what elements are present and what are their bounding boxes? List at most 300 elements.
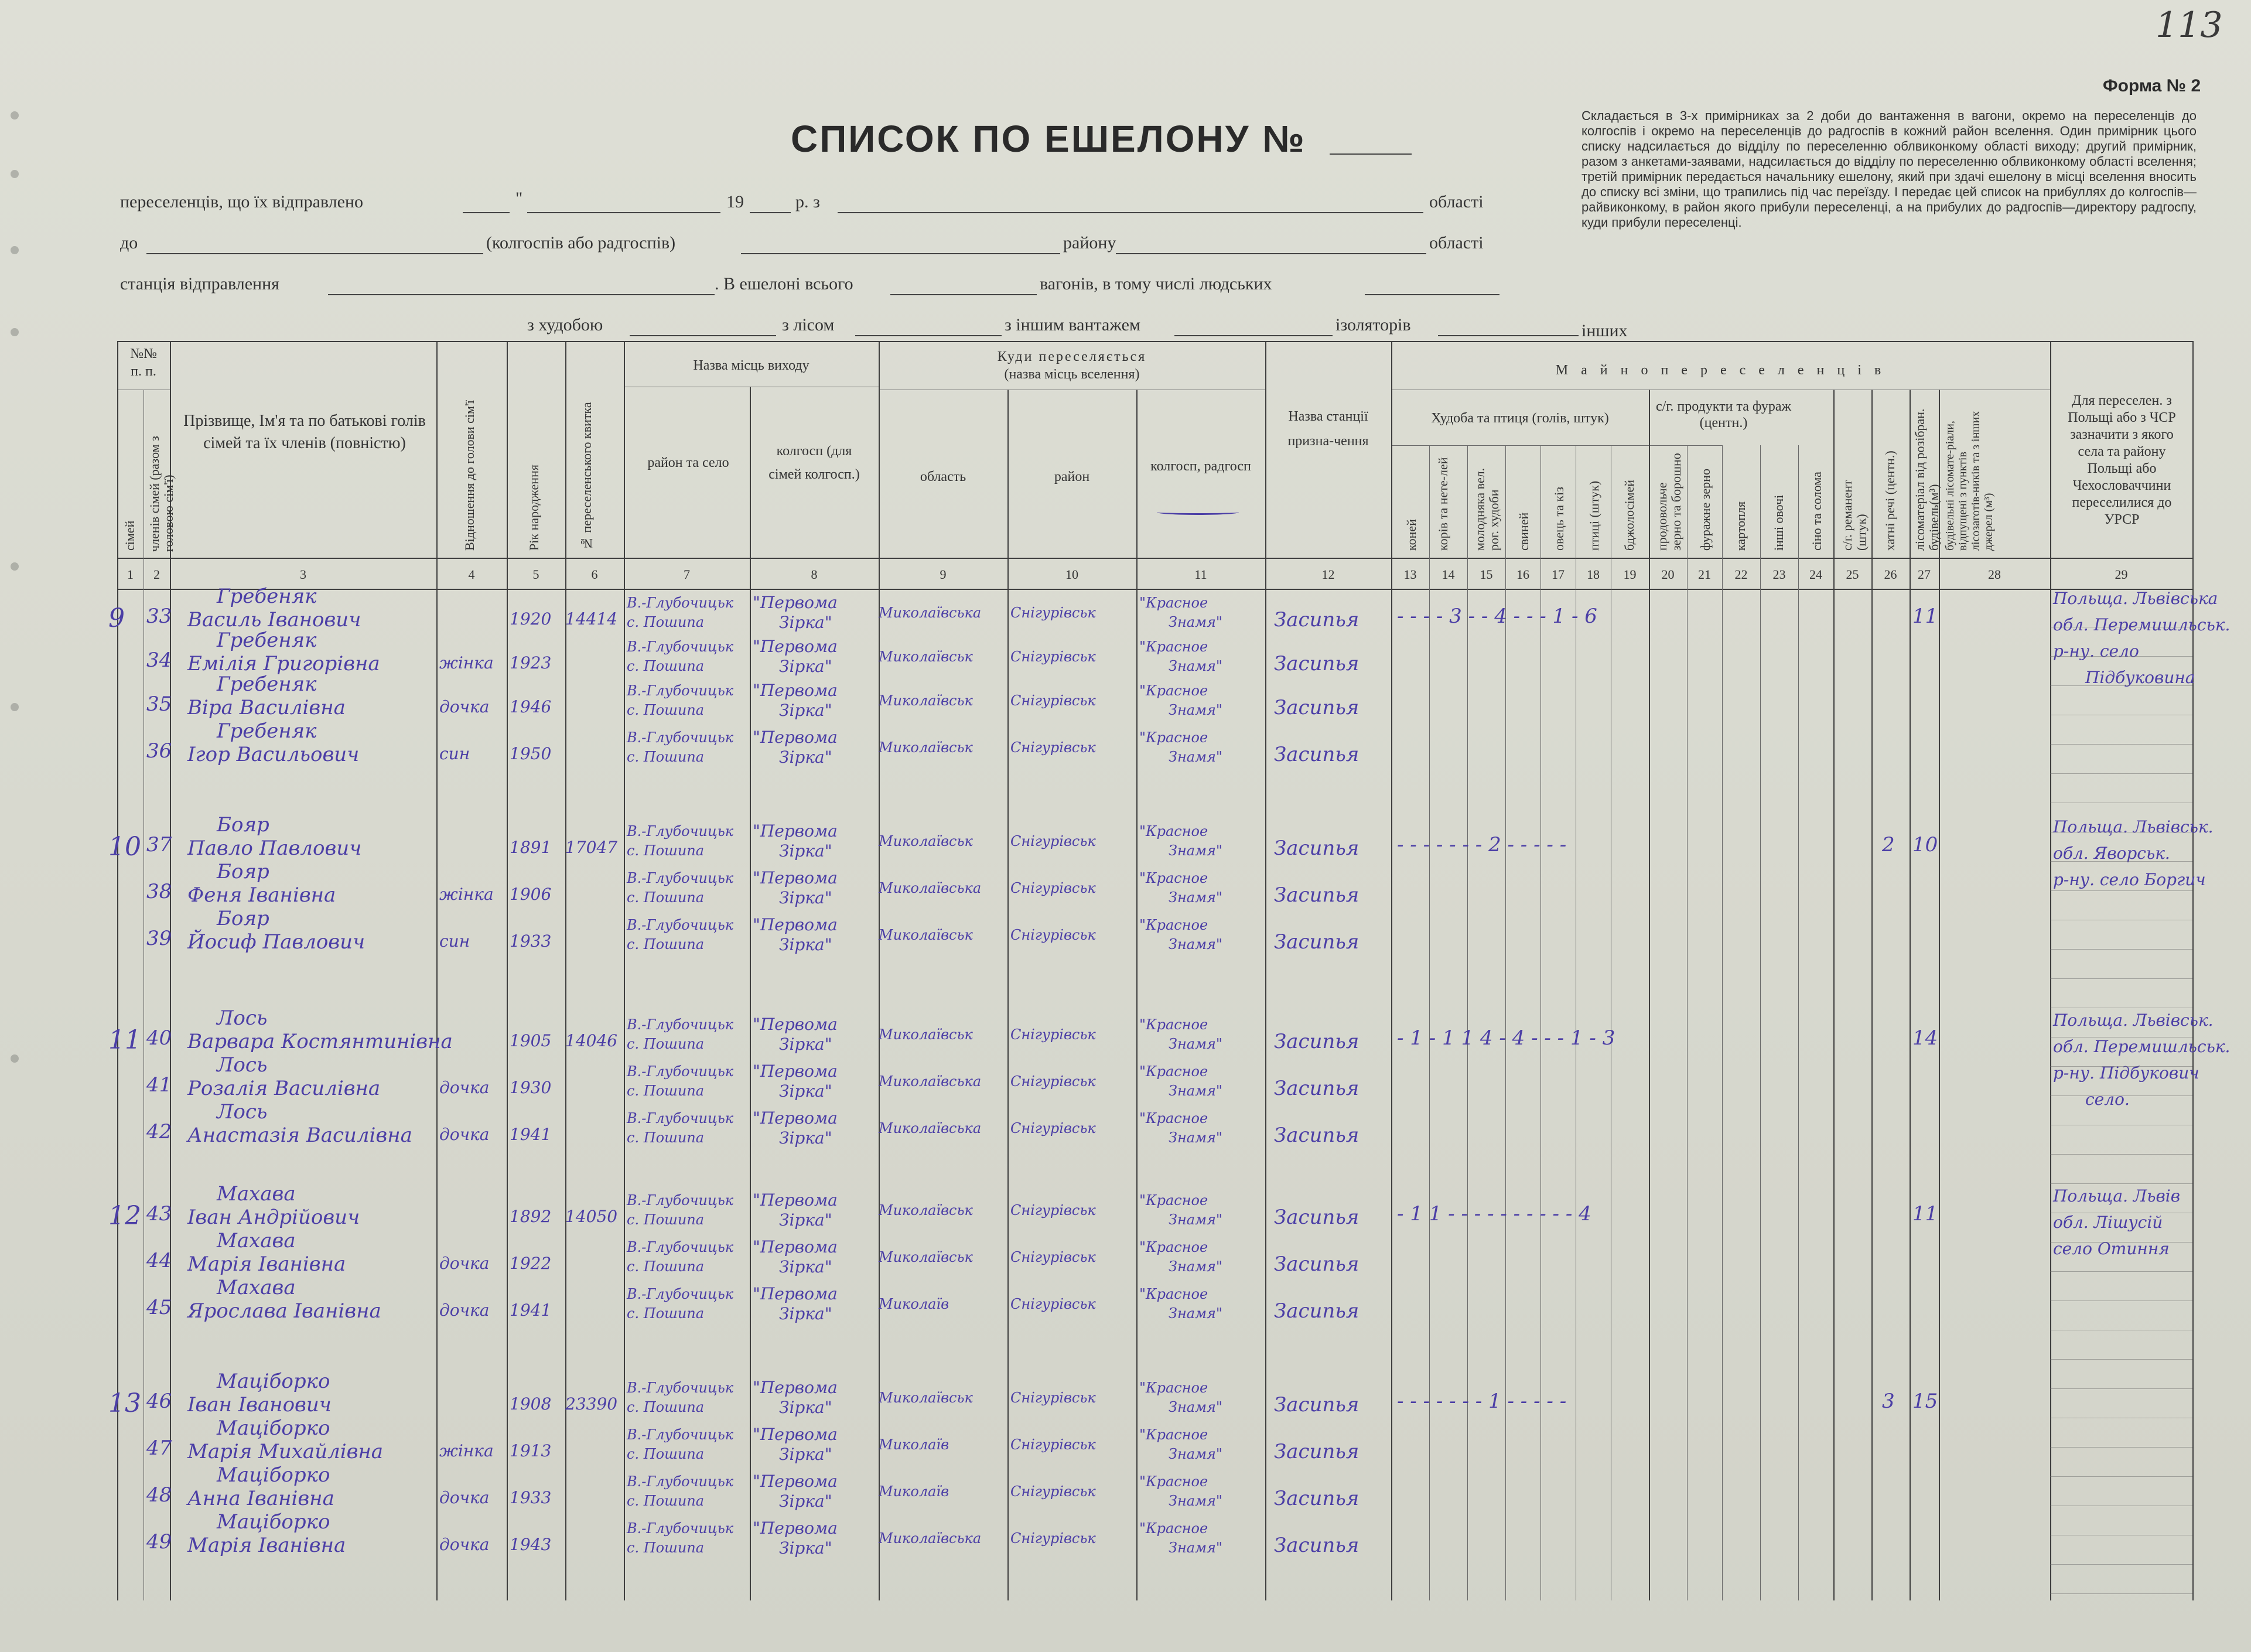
- column-number: 22: [1734, 567, 1748, 582]
- fill-line: [838, 212, 1423, 213]
- column-number: 19: [1623, 567, 1637, 582]
- surname: Махава: [217, 1229, 296, 1252]
- dest-rayon: Снігурівськ: [1010, 1296, 1096, 1312]
- dest-oblast: Миколаївськ: [879, 648, 973, 665]
- origin-kolgosp: "Первома: [753, 593, 838, 612]
- birth-year: 1941: [510, 1125, 552, 1144]
- member-number: 46: [146, 1390, 172, 1413]
- page-number: 113: [2156, 5, 2223, 46]
- origin-district: В.-Глубочицьк: [627, 917, 734, 933]
- dest-rayon: Снігурівськ: [1010, 605, 1096, 621]
- dest-kolgosp: "Красное: [1139, 1063, 1208, 1080]
- hdr-c22: картопля: [1733, 501, 1748, 551]
- hdr-c15: молодняка вел. рог. худоби: [1473, 467, 1501, 551]
- given-names: Марія Іванівна: [187, 1534, 346, 1557]
- dest-station: Засипья: [1274, 1206, 1360, 1229]
- header-bottom-border: [117, 589, 2192, 590]
- hdr-c13: коней: [1404, 519, 1419, 551]
- fill-line: [1174, 335, 1333, 336]
- rayon-label: району: [1063, 233, 1116, 252]
- origin-kolgosp-2: Зірка": [779, 1491, 832, 1511]
- member-number: 42: [146, 1120, 172, 1144]
- isolators-label: ізоляторів: [1335, 315, 1411, 335]
- dest-station: Засипья: [1274, 883, 1360, 907]
- guide-line: [2050, 978, 2192, 979]
- dest-oblast: Миколаївськ: [879, 927, 973, 943]
- dest-kolgosp-2: Знамя": [1169, 702, 1222, 718]
- dest-oblast: Миколаївськ: [879, 739, 973, 756]
- guide-line: [2050, 1564, 2192, 1565]
- dest-kolgosp-2: Знамя": [1169, 1493, 1222, 1509]
- dest-kolgosp-2: Знамя": [1169, 1211, 1222, 1228]
- surname: Бояр: [217, 907, 269, 930]
- birth-year: 1946: [510, 697, 552, 716]
- origin-kolgosp: "Первома: [753, 868, 838, 888]
- relation: жінка: [439, 653, 494, 673]
- kolgosp-label: (колгоспів або радгоспів): [486, 233, 676, 252]
- echelon-label: . В ешелоні всього: [715, 274, 853, 293]
- hdr-c28: будівельні лісомате-ріали, відпущені з пунктів лісозаготів-ників та з інших джерел (м³): [1943, 411, 1995, 551]
- fill-line: [630, 335, 776, 336]
- origin-district: В.-Глубочицьк: [627, 1239, 734, 1255]
- given-names: Іван Андрійович: [187, 1206, 360, 1229]
- dest-kolgosp-2: Знамя": [1169, 842, 1222, 859]
- guide-line: [2050, 1154, 2192, 1155]
- guide-line: [2050, 1593, 2192, 1594]
- ticket-number: 17047: [565, 838, 618, 857]
- to-label: до: [120, 233, 138, 252]
- dest-kolgosp: "Красное: [1139, 823, 1208, 839]
- hdr-c16: свиней: [1516, 512, 1531, 551]
- origin-district: В.-Глубочицьк: [627, 1016, 734, 1033]
- hdr-kolgosp-radgosp: колгосп, радгосп: [1150, 459, 1251, 474]
- dest-oblast: Миколаївськ: [879, 692, 973, 709]
- station-label: станція відправлення: [120, 274, 279, 293]
- origin-district: В.-Глубочицьк: [627, 870, 734, 886]
- hdr-pib: Прізвище, Ім'я та по батькові голів сімей та їх членів (повністю): [183, 412, 426, 452]
- poland-origin-3: р-ну. село: [2053, 641, 2139, 661]
- origin-district: В.-Глубочицьк: [627, 1380, 734, 1396]
- guide-line: [2050, 949, 2192, 950]
- family-number: 11: [108, 1025, 141, 1055]
- birth-year: 1943: [510, 1535, 552, 1554]
- member-number: 49: [146, 1530, 172, 1554]
- origin-village: с. Пошипа: [627, 1446, 705, 1462]
- poland-origin-3: р-ну. Підбукович: [2053, 1063, 2199, 1083]
- fill-line: [855, 335, 1002, 336]
- origin-kolgosp: "Первома: [753, 1190, 838, 1210]
- others-label: інших: [1581, 321, 1628, 340]
- dest-station: Засипья: [1274, 1299, 1360, 1323]
- hdr-c18: птиці (штук): [1587, 480, 1601, 551]
- surname: Махава: [217, 1182, 296, 1206]
- family-number: 10: [108, 832, 141, 862]
- given-names: Йосиф Павлович: [187, 930, 366, 954]
- col-border: [1265, 341, 1266, 1600]
- origin-kolgosp-2: Зірка": [779, 1538, 832, 1558]
- dest-kolgosp: "Красное: [1139, 1426, 1208, 1443]
- guide-line: [2050, 656, 2192, 657]
- hdr-c27: лісоматеріал від розібран. будівель(м³): [1912, 408, 1941, 551]
- timber-volume: 15: [1912, 1390, 1938, 1413]
- property-values: - - - - - - - 1 - - - - -: [1397, 1390, 1567, 1413]
- household-goods: 2: [1882, 833, 1895, 856]
- dest-rayon: Снігурівськ: [1010, 739, 1096, 756]
- dest-kolgosp-2: Знамя": [1169, 1399, 1222, 1415]
- ticket-number: 14414: [565, 609, 618, 629]
- dest-rayon: Снігурівськ: [1010, 1026, 1096, 1043]
- dest-station: Засипья: [1274, 930, 1360, 954]
- dest-station: Засипья: [1274, 652, 1360, 675]
- dest-kolgosp: "Красное: [1139, 870, 1208, 886]
- fill-line: [1438, 335, 1579, 336]
- column-number: 27: [1918, 567, 1931, 582]
- origin-kolgosp-2: Зірка": [779, 1210, 832, 1230]
- column-number: 23: [1772, 567, 1786, 582]
- origin-village: с. Пошипа: [627, 936, 705, 953]
- fill-line: [1116, 253, 1426, 254]
- dest-oblast: Миколаївська: [879, 605, 982, 621]
- relation: дочка: [439, 1254, 490, 1273]
- dest-station: Засипья: [1274, 608, 1360, 632]
- timber-volume: 11: [1912, 1202, 1938, 1226]
- ticket-number: 23390: [565, 1394, 618, 1414]
- origin-village: с. Пошипа: [627, 658, 705, 674]
- surname: Гребеняк: [217, 673, 317, 696]
- given-names: Анастазія Василівна: [187, 1124, 412, 1147]
- relation: син: [439, 744, 470, 763]
- origin-kolgosp-2: Зірка": [779, 1257, 832, 1276]
- hdr-rik: Рік народження: [527, 465, 541, 551]
- guide-line: [2050, 773, 2192, 774]
- birth-year: 1905: [510, 1031, 552, 1050]
- dest-station: Засипья: [1274, 696, 1360, 719]
- ticket-number: 14050: [565, 1207, 618, 1226]
- dest-kolgosp-2: Знамя": [1169, 1129, 1222, 1146]
- hdr-c26: хатні речі (центн.): [1883, 450, 1897, 551]
- dest-rayon: Снігурівськ: [1010, 1390, 1096, 1406]
- dest-rayon: Снігурівськ: [1010, 880, 1096, 896]
- guide-line: [2050, 1183, 2192, 1184]
- surname: Маціборко: [217, 1463, 330, 1487]
- origin-kolgosp: "Первома: [753, 1108, 838, 1128]
- origin-village: с. Пошипа: [627, 749, 705, 765]
- poland-origin-1: Польща. Львівськ.: [2053, 1011, 2214, 1030]
- column-number: 15: [1480, 567, 1493, 582]
- col-border: [1722, 445, 1723, 1600]
- dest-oblast: Миколаївська: [879, 1530, 982, 1547]
- origin-village: с. Пошипа: [627, 889, 705, 906]
- member-number: 48: [146, 1483, 172, 1507]
- col-border: [624, 341, 625, 1600]
- dest-kolgosp-2: Знамя": [1169, 889, 1222, 906]
- fill-line: [328, 294, 715, 295]
- origin-kolgosp: "Первома: [753, 1237, 838, 1257]
- dest-rayon: Снігурівськ: [1010, 1073, 1096, 1090]
- origin-village: с. Пошипа: [627, 1540, 705, 1556]
- dest-oblast: Миколаївськ: [879, 1026, 973, 1043]
- page-title: СПИСОК ПО ЕШЕЛОНУ №: [791, 118, 1306, 160]
- column-number: 11: [1194, 567, 1207, 582]
- dest-kolgosp-2: Знамя": [1169, 1083, 1222, 1099]
- dest-oblast: Миколаївськ: [879, 1202, 973, 1218]
- origin-kolgosp: "Первома: [753, 821, 838, 841]
- member-number: 34: [146, 648, 172, 672]
- dest-kolgosp: "Красное: [1139, 639, 1208, 655]
- member-number: 41: [146, 1073, 172, 1097]
- birth-year: 1913: [510, 1441, 552, 1460]
- origin-kolgosp: "Первома: [753, 637, 838, 656]
- year-prefix: 19: [726, 192, 744, 211]
- dest-oblast: Миколаїв: [879, 1436, 949, 1453]
- guide-line: [2050, 1388, 2192, 1389]
- poland-origin-1: Польща. Львівська: [2053, 589, 2218, 608]
- poland-origin-4: Підбуковина: [2085, 668, 2195, 687]
- given-names: Розалія Василівна: [187, 1077, 381, 1100]
- guide-line: [2050, 1242, 2192, 1243]
- relation: син: [439, 931, 470, 951]
- column-number: 9: [940, 567, 947, 582]
- surname: Маціборко: [217, 1370, 330, 1393]
- birth-year: 1930: [510, 1078, 552, 1097]
- origin-village: с. Пошипа: [627, 1399, 705, 1415]
- birth-year: 1908: [510, 1394, 552, 1414]
- column-number: 14: [1442, 567, 1455, 582]
- hdr-c29: Для переселен. з Польщі або з ЧСР зазначити з якого села та району Польщі або Чехословаччини переселилися до УРСР: [2068, 393, 2176, 527]
- member-number: 39: [146, 927, 172, 950]
- dest-kolgosp-2: Знамя": [1169, 658, 1222, 674]
- hdr-c17: овець та кіз: [1552, 487, 1566, 551]
- fill-line: [463, 212, 510, 213]
- member-number: 38: [146, 880, 172, 903]
- fill-line: [146, 253, 483, 254]
- surname: Гребеняк: [217, 629, 317, 652]
- dest-kolgosp: "Красное: [1139, 1192, 1208, 1209]
- hdr-kolgosp-vykh: колгосп (для сімей колгосп.): [768, 443, 860, 482]
- surname: Бояр: [217, 813, 269, 837]
- column-number: 20: [1661, 567, 1675, 582]
- dest-station: Засипья: [1274, 743, 1360, 766]
- origin-village: с. Пошипа: [627, 1305, 705, 1322]
- dest-kolgosp-2: Знамя": [1169, 1036, 1222, 1052]
- relation: жінка: [439, 1441, 494, 1460]
- surname: Лось: [217, 1006, 268, 1030]
- column-number: 13: [1403, 567, 1417, 582]
- timber-volume: 10: [1912, 833, 1938, 856]
- guide-line: [2050, 1066, 2192, 1067]
- year-suffix: р. з: [795, 192, 820, 211]
- birth-year: 1892: [510, 1207, 552, 1226]
- origin-district: В.-Глубочицьк: [627, 682, 734, 699]
- punch-hole: [11, 1054, 19, 1063]
- dest-station: Засипья: [1274, 1124, 1360, 1147]
- hdr-oblast: область: [920, 469, 966, 484]
- col-border: [879, 341, 880, 1600]
- form-label: Форма № 2: [2103, 76, 2201, 95]
- origin-district: В.-Глубочицьк: [627, 1192, 734, 1209]
- origin-district: В.-Глубочицьк: [627, 1286, 734, 1302]
- hdr-chleniv: членів сімей (разом з головою сім'ї): [147, 436, 176, 552]
- column-number: 1: [127, 567, 134, 582]
- property-values: - - - - 3 - - 4 - - - 1 - 6: [1397, 605, 1597, 628]
- given-names: Марія Іванівна: [187, 1252, 346, 1276]
- instructions-text: Складається в 3-х примірниках за 2 доби до вантаження в вагони, окремо на переселенців до колгоспів і окремо на переселенців до радгоспів в кожний район вселення. Один примірник цього списку надсилається до відділу по переселенню облвиконкому області виходу; другий примірник, разом з анкетами-заявами, надсилається до відділу по переселенню облвиконкому області вселення; третій примірник передається начальнику ешелону, який при здачі ешелону в місці вселення вносить до списку всі зміни, що трапились під час переїзду. І передає цей список на прибуллях до колгоспів—райвиконкому, в район якого прибули переселенці, а на прибулих до радгоспів—директору радгоспу, куди прибули переселенці.: [1581, 108, 2197, 230]
- surname: Лось: [217, 1100, 268, 1124]
- origin-district: В.-Глубочицьк: [627, 1110, 734, 1127]
- hdr-rayon: район: [1054, 469, 1090, 484]
- given-names: Варвара Костянтинівна: [187, 1030, 453, 1053]
- column-number: 7: [684, 567, 690, 582]
- dest-kolgosp: "Красное: [1139, 1380, 1208, 1396]
- household-goods: 3: [1882, 1390, 1895, 1413]
- hdr-c21: фуражне зерно: [1698, 469, 1713, 551]
- fill-line: [750, 212, 791, 213]
- column-number: 29: [2115, 567, 2128, 582]
- header-line1-label: переселенців, що їх відправлено: [120, 192, 364, 211]
- column-number: 8: [811, 567, 818, 582]
- origin-kolgosp-2: Зірка": [779, 701, 832, 720]
- hdr-c20: продовольче зерно та борошно: [1655, 453, 1683, 551]
- dest-station: Засипья: [1274, 1393, 1360, 1417]
- dest-rayon: Снігурівськ: [1010, 1202, 1096, 1218]
- family-number: 12: [108, 1201, 141, 1231]
- column-number: 28: [1988, 567, 2001, 582]
- dest-station: Засипья: [1274, 1252, 1360, 1276]
- origin-kolgosp-2: Зірка": [779, 1304, 832, 1323]
- title-number-line: [1330, 153, 1412, 155]
- dest-kolgosp: "Красное: [1139, 595, 1208, 611]
- origin-kolgosp: "Первома: [753, 1378, 838, 1397]
- dest-kolgosp: "Красное: [1139, 682, 1208, 699]
- dest-rayon: Снігурівськ: [1010, 1249, 1096, 1265]
- surname: Гребеняк: [217, 719, 317, 743]
- origin-kolgosp: "Первома: [753, 728, 838, 747]
- origin-district: В.-Глубочицьк: [627, 639, 734, 655]
- member-number: 33: [146, 605, 172, 628]
- punch-hole: [11, 328, 19, 336]
- birth-year: 1933: [510, 931, 552, 951]
- column-number: 25: [1846, 567, 1859, 582]
- dest-rayon: Снігурівськ: [1010, 648, 1096, 665]
- hdr-rayon-selo: район та село: [647, 455, 729, 470]
- guide-line: [2050, 744, 2192, 745]
- dest-station: Засипья: [1274, 1534, 1360, 1557]
- cattle-label: з худобою: [527, 315, 603, 335]
- column-number: 5: [532, 567, 539, 582]
- member-number: 44: [146, 1249, 172, 1272]
- given-names: Віра Василівна: [187, 696, 346, 719]
- fill-line: [741, 253, 1060, 254]
- col-border: [1687, 445, 1688, 1600]
- origin-kolgosp: "Первома: [753, 1425, 838, 1444]
- property-values: - - - - - - - 2 - - - - -: [1397, 833, 1567, 856]
- quote-mark: ": [515, 189, 523, 208]
- birth-year: 1922: [510, 1254, 552, 1273]
- dest-kolgosp: "Красное: [1139, 1016, 1208, 1033]
- dest-rayon: Снігурівськ: [1010, 1120, 1096, 1136]
- fill-line: [1365, 294, 1499, 295]
- surname: Лось: [217, 1053, 268, 1077]
- dest-oblast: Миколаївська: [879, 1120, 982, 1136]
- surname: Гребеняк: [217, 585, 317, 608]
- poland-origin-4: село.: [2085, 1090, 2130, 1109]
- punch-hole: [11, 703, 19, 711]
- header-subline: [1391, 445, 1722, 446]
- poland-origin-3: р-ну. село Боргич: [2053, 870, 2206, 889]
- hdr-nazva-vykhodu: Назва місць виходу: [693, 358, 809, 373]
- dest-station: Засипья: [1274, 1077, 1360, 1100]
- fill-line: [527, 212, 720, 213]
- poland-origin-2: обл. Перемишльськ.: [2053, 1037, 2230, 1056]
- other-cargo-label: з іншим вантажем: [1005, 315, 1140, 335]
- dest-kolgosp-2: Знамя": [1169, 614, 1222, 630]
- punch-hole: [11, 111, 19, 120]
- property-values: - 1 - 1 1 4 - 4 - - - 1 - 3: [1397, 1026, 1615, 1050]
- dest-station: Засипья: [1274, 1030, 1360, 1053]
- given-names: Ігор Васильович: [187, 743, 360, 766]
- dest-kolgosp: "Красное: [1139, 729, 1208, 746]
- dest-rayon: Снігурівськ: [1010, 927, 1096, 943]
- column-number: 26: [1884, 567, 1897, 582]
- origin-kolgosp-2: Зірка": [779, 1398, 832, 1417]
- relation: жінка: [439, 885, 494, 904]
- column-number: 17: [1552, 567, 1565, 582]
- col-border: [1798, 445, 1799, 1600]
- guide-line: [2050, 685, 2192, 686]
- dest-kolgosp: "Красное: [1139, 1286, 1208, 1302]
- origin-village: с. Пошипа: [627, 1083, 705, 1099]
- dest-kolgosp-2: Знамя": [1169, 749, 1222, 765]
- punch-hole: [11, 562, 19, 571]
- origin-kolgosp: "Первома: [753, 1015, 838, 1034]
- column-number: 16: [1516, 567, 1529, 582]
- dest-kolgosp: "Красное: [1139, 1520, 1208, 1537]
- dest-kolgosp: "Красное: [1139, 1239, 1208, 1255]
- family-number: 13: [108, 1388, 141, 1418]
- hdr-pp: п. п.: [131, 364, 156, 379]
- birth-year: 1891: [510, 838, 552, 857]
- col-border: [2050, 341, 2051, 1600]
- property-values: - 1 1 - - - - - - - - - - 4: [1397, 1202, 1591, 1226]
- column-number: 12: [1321, 567, 1335, 582]
- birth-year: 1906: [510, 885, 552, 904]
- hdr-c23: інші овочі: [1771, 494, 1786, 551]
- ticket-number: 14046: [565, 1031, 618, 1050]
- given-names: Феня Іванівна: [187, 883, 336, 907]
- origin-kolgosp: "Первома: [753, 1472, 838, 1491]
- origin-kolgosp: "Первома: [753, 915, 838, 934]
- birth-year: 1933: [510, 1488, 552, 1507]
- hdr-kudy: Куди переселяється: [997, 349, 1147, 364]
- hdr-sg-produkty: с/г. продукти та фураж (центн.): [1655, 399, 1792, 431]
- hdr-c19: бджолосімей: [1622, 479, 1637, 551]
- origin-village: с. Пошипа: [627, 1129, 705, 1146]
- origin-village: с. Пошипа: [627, 1258, 705, 1275]
- col-border: [1391, 341, 1392, 1600]
- column-number: 6: [591, 567, 598, 582]
- origin-kolgosp-2: Зірка": [779, 935, 832, 954]
- punch-hole: [11, 246, 19, 254]
- member-number: 47: [146, 1436, 172, 1460]
- surname: Маціборко: [217, 1417, 330, 1440]
- origin-district: В.-Глубочицьк: [627, 823, 734, 839]
- column-number: 10: [1065, 567, 1078, 582]
- origin-kolgosp: "Первома: [753, 1061, 838, 1081]
- header-numbers-top: [117, 558, 2192, 559]
- origin-district: В.-Глубочицьк: [627, 729, 734, 746]
- oblast2-label: області: [1429, 233, 1484, 252]
- col-border: [507, 341, 508, 1600]
